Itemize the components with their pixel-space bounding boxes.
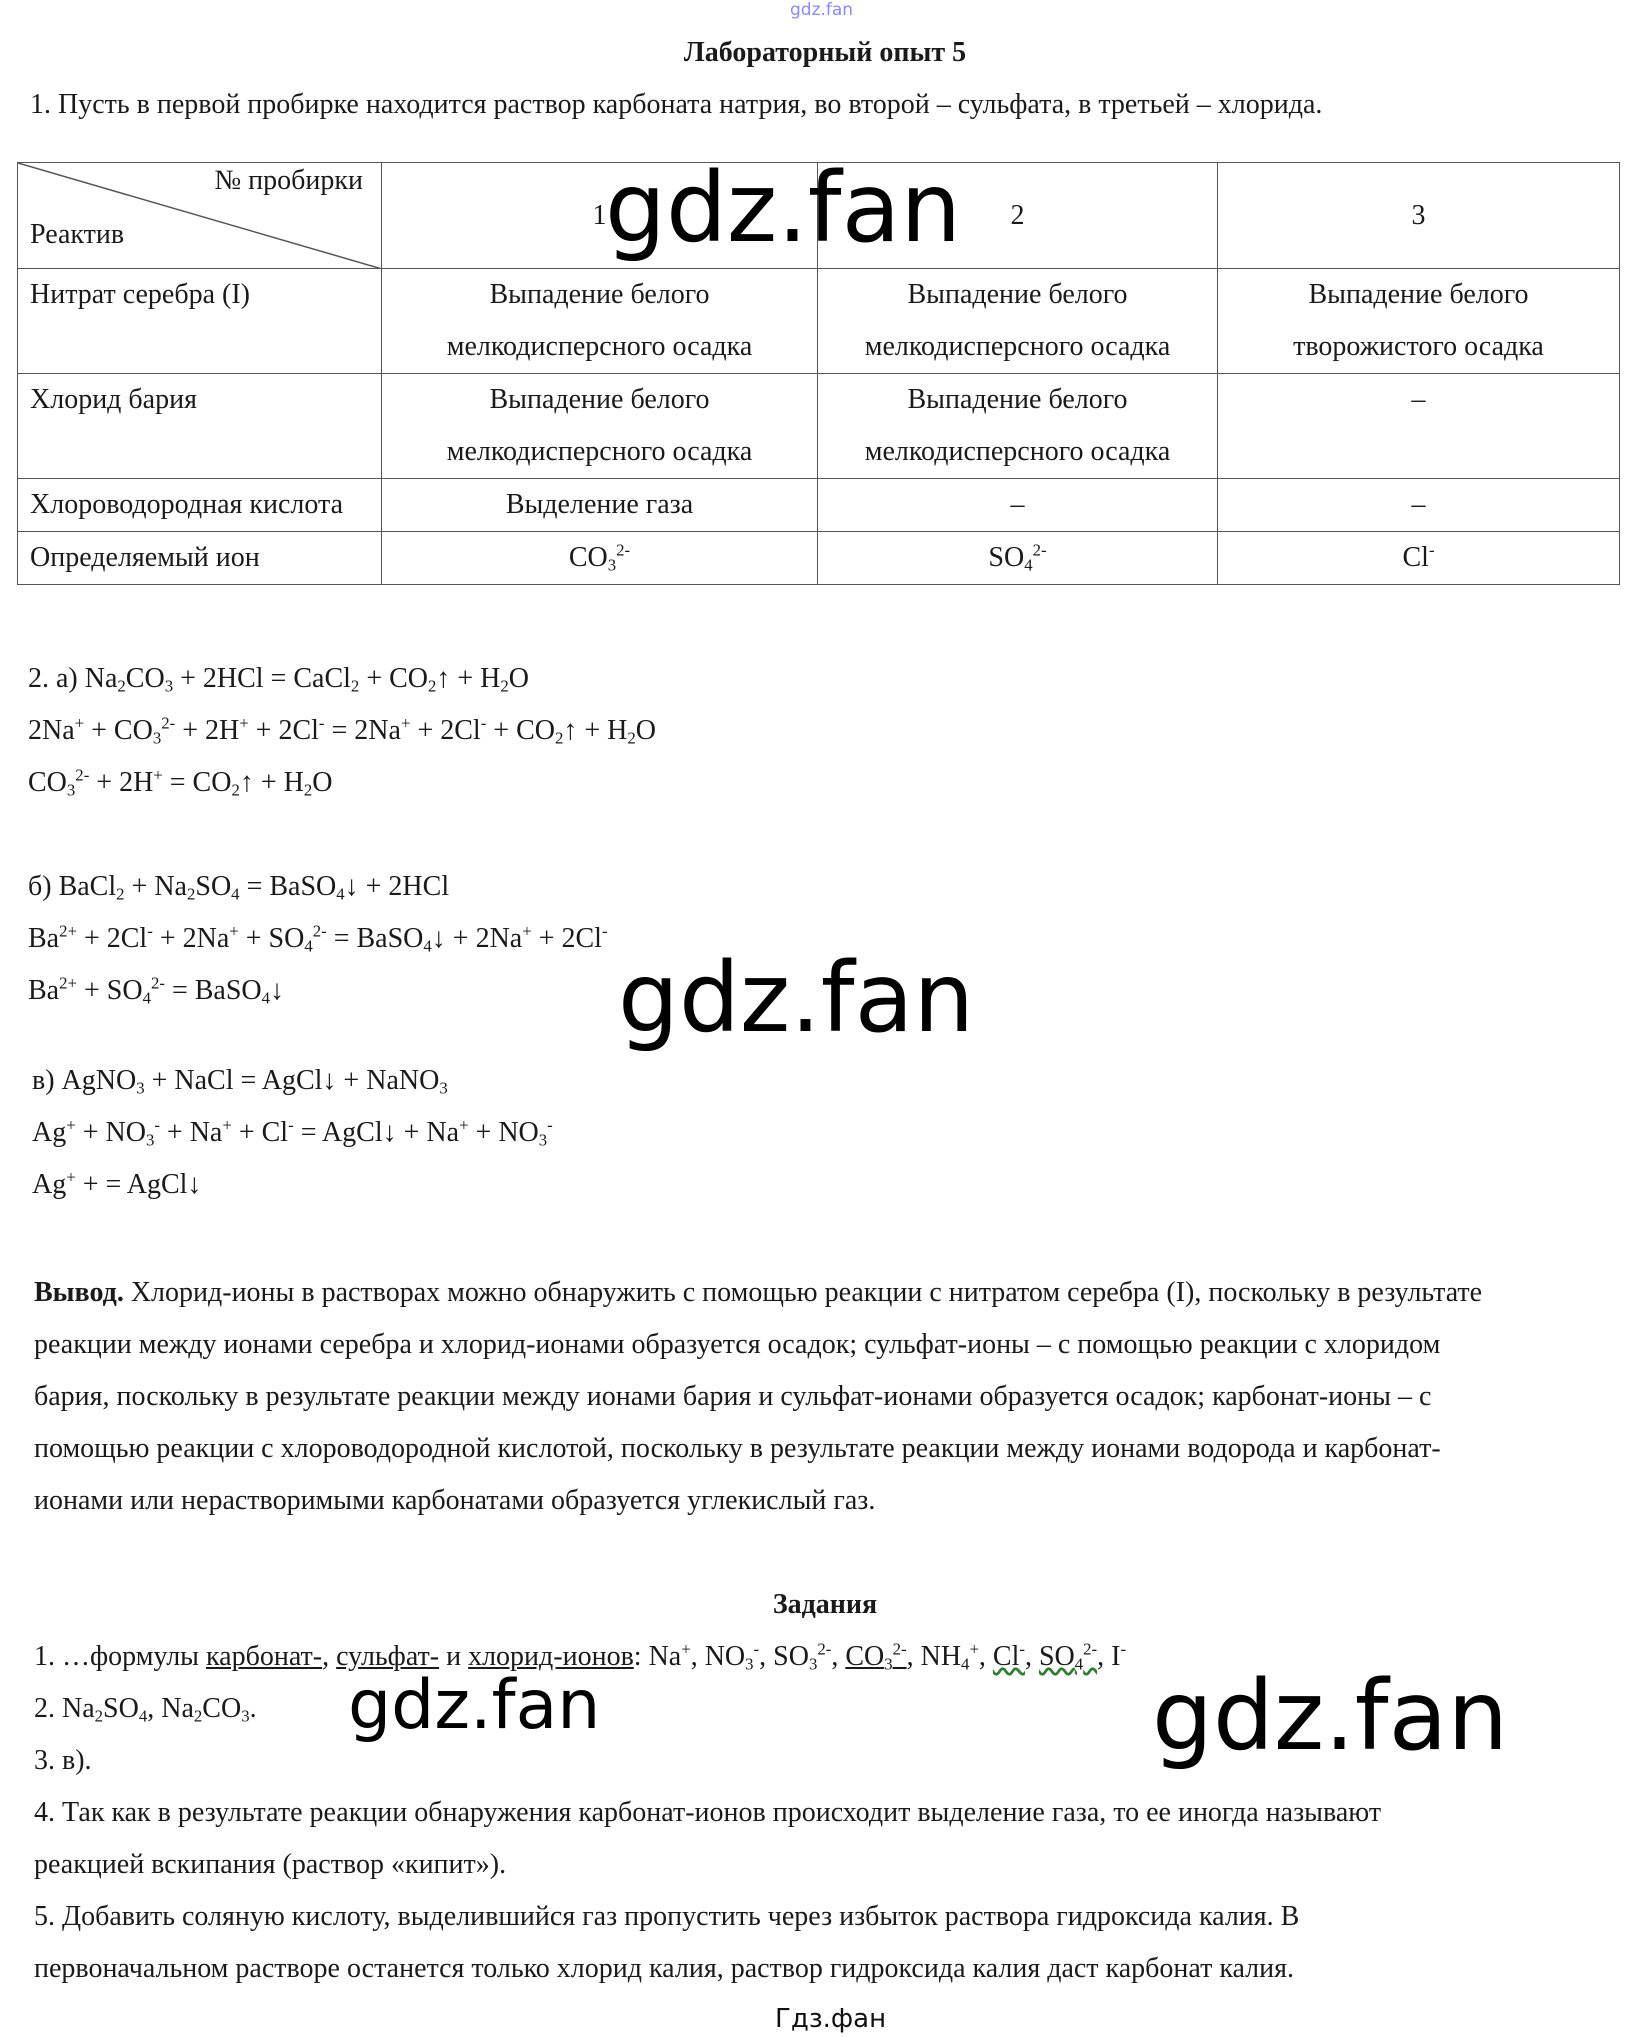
conclusion-label: Вывод. xyxy=(34,1277,124,1308)
watermark-4: gdz.fan xyxy=(1152,1660,1509,1772)
equation-a-full-ionic: $2Na^+ + CO_3^{2-} + 2H^+ + 2Cl^- = 2Na^+ + 2Cl^-$ + $CO_2↑ + H_2O$ xyxy=(28,713,656,748)
ion-row-label: Определяемый ион xyxy=(30,542,260,573)
cell-text: Выпадение белого xyxy=(489,384,710,415)
cell-text: мелкодисперсного осадка xyxy=(446,436,753,467)
row-reagent: Нитрат серебра (I) xyxy=(30,279,250,310)
conclusion-line-1: Вывод. Хлорид-ионы в растворах можно обнаружить с помощью реакции с нитратом серебра (I), поскольку в результате xyxy=(34,1277,1483,1308)
column-header-2-label: 2 xyxy=(1010,199,1025,231)
header-reagent: Реактив xyxy=(30,219,125,250)
ion-carbonate: $CO_3^{2-}$ xyxy=(568,540,631,575)
task-4-line-1: 4. Так как в результате реакции обнаружения карбонат-ионов происходит выделение газа, то ее иногда называют xyxy=(34,1797,1382,1828)
page-title: Лабораторный опыт 5 xyxy=(683,37,967,68)
intro-text: 1. Пусть в первой пробирке находится раствор карбоната натрия, во второй – сульфата, в третьей – хлорида. xyxy=(30,89,1323,120)
watermark-3: gdz.fan xyxy=(348,1666,601,1745)
tasks-heading: Задания xyxy=(772,1589,878,1620)
equation-c-molecular: в) AgNO$_3$ + NaCl = AgCl↓ + NaNO$_3$ xyxy=(32,1065,448,1098)
cell-text: мелкодисперсного осадка xyxy=(864,436,1171,467)
cell-text: Выделение газа xyxy=(505,489,694,520)
ion-chloride: Cl- xyxy=(1402,540,1435,573)
row-reagent: Хлорид бария xyxy=(30,384,197,415)
task-3: 3. в). xyxy=(34,1745,92,1776)
task-2: 2. $Na_2SO_4$, $Na_2CO_3$. xyxy=(34,1693,257,1726)
watermark-2: gdz.fan xyxy=(618,942,975,1054)
cell-text: Выпадение белого xyxy=(907,279,1128,310)
cell-text: Выпадение белого xyxy=(489,279,710,310)
task-1: 1. …формулы карбонат-, сульфат- и хлорид-ионов: Na+, $NO_3^-$, $SO_3^{2-}$, $CO_3^{2-}$, $NH_4^+$, Cl-, $SO_4^{2-}$, I- xyxy=(34,1639,1127,1674)
table-row xyxy=(18,269,1620,374)
conclusion-line-2: реакции между ионами серебра и хлорид-ионами образуется осадок; сульфат-ионы – с помощью реакции с хлоридом xyxy=(34,1329,1441,1360)
table-row xyxy=(18,532,1620,585)
watermark-1: gdz.fan xyxy=(605,152,962,264)
conclusion-line-4: помощью реакции с хлороводородной кислотой, поскольку в результате реакции между ионами водорода и карбонат- xyxy=(34,1433,1441,1464)
cell-text: мелкодисперсного осадка xyxy=(864,331,1171,362)
watermark-top: gdz.fan xyxy=(790,0,854,20)
watermark-bottom: Гдз.фан xyxy=(775,2004,887,2034)
conclusion-line-3: бария, поскольку в результате реакции между ионами бария и сульфат-ионами образуется осадок; карбонат-ионы – с xyxy=(34,1381,1432,1412)
column-header-1-label: 1 xyxy=(592,199,607,231)
table-row xyxy=(18,374,1620,479)
cell-text: творожистого осадка xyxy=(1293,331,1544,362)
cell-text: – xyxy=(1411,384,1426,415)
equation-c-full-ionic: $Ag^+ + NO_3^- + Na^+ + Cl^-$ = AgCl↓ + $Na^+ + NO_3^-$ xyxy=(32,1115,553,1150)
table-corner-cell xyxy=(18,163,382,269)
equation-a-molecular: 2. а) $Na_2CO_3 + 2HCl$ = CaCl$_2$ + $CO_2↑ + H_2O$ xyxy=(28,663,530,696)
equation-b-molecular: б) BaCl$_2$ + $Na_2SO_4$ = BaSO$_4$↓ + 2HCl xyxy=(28,871,450,904)
cell-text: – xyxy=(1411,489,1426,520)
task-5-line-1: 5. Добавить соляную кислоту, выделившийся газ пропустить через избыток раствора гидроксида калия. В xyxy=(34,1901,1300,1932)
equation-b-full-ionic: $Ba^{2+} + 2Cl^- + 2Na^+ + SO_4^{2-}$ = BaSO$_4$↓ + 2Na+ + 2Cl- xyxy=(28,921,608,956)
cell-text: мелкодисперсного осадка xyxy=(446,331,753,362)
task-4-line-2: реакцией вскипания (раствор «кипит»). xyxy=(34,1849,507,1880)
conclusion-line-5: ионами или нерастворимыми карбонатами образуется углекислый газ. xyxy=(34,1485,876,1516)
task-5-line-2: первоначальном растворе останется только хлорид калия, раствор гидроксида калия даст карбонат калия. xyxy=(34,1953,1295,1984)
cell-text: Выпадение белого xyxy=(1308,279,1529,310)
column-header-3 xyxy=(1218,163,1620,269)
column-header-3-label: 3 xyxy=(1411,199,1426,231)
cell-text: Выпадение белого xyxy=(907,384,1128,415)
table-row xyxy=(18,479,1620,532)
equation-a-short-ionic: $CO_3^{2-} + 2H^+$ = $CO_2↑ + H_2O$ xyxy=(28,765,333,800)
equation-c-short-ionic: Ag+ + = AgCl↓ xyxy=(32,1167,202,1200)
row-reagent: Хлороводородная кислота xyxy=(30,489,344,520)
header-tube-number: № пробирки xyxy=(214,165,363,196)
ion-sulfate: $SO_4^{2-}$ xyxy=(988,540,1047,575)
cell-text: – xyxy=(1010,489,1025,520)
equation-b-short-ionic: $Ba^{2+} + SO_4^{2-}$ = BaSO$_4$↓ xyxy=(28,973,285,1008)
